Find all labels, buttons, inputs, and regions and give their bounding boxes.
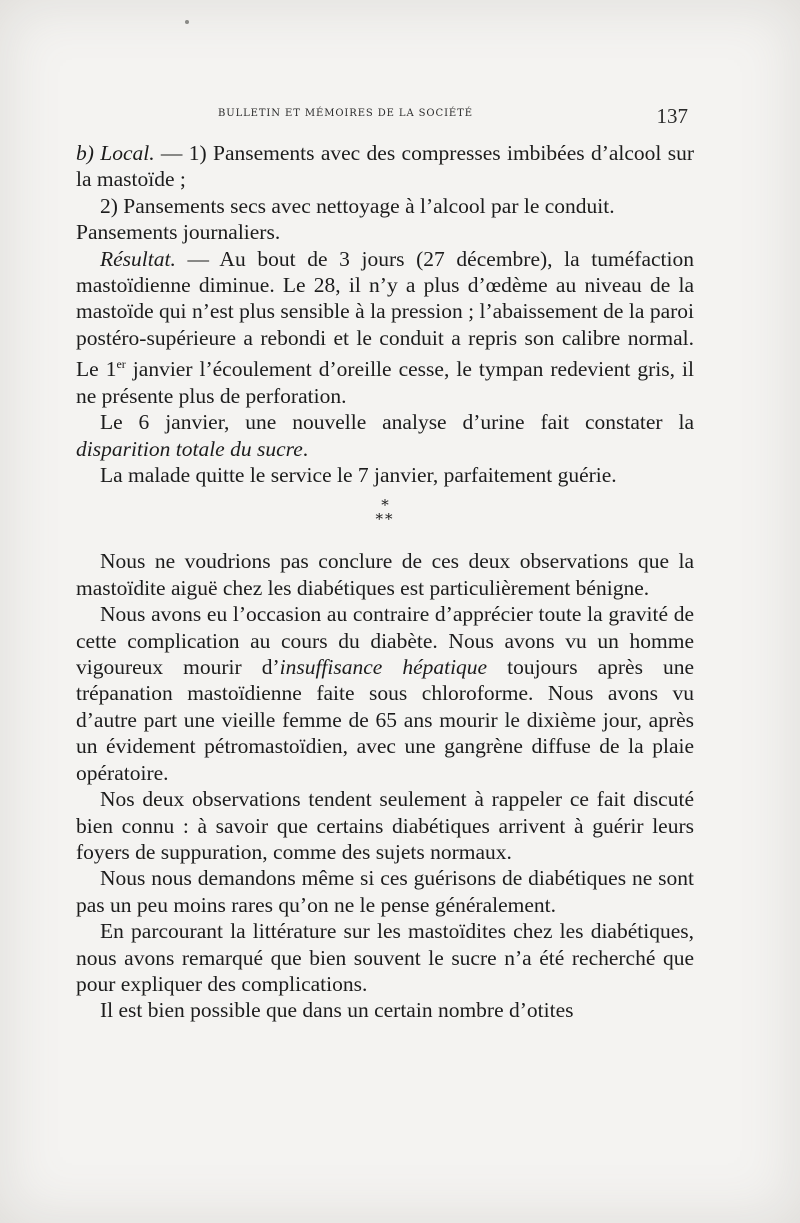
gravite-text-b: toujours après une trépanation mastoïdienne faite sous chloroforme. Nous avons vu d’autre part une vieille femme de 65 ans mourir le dixième jour, après un évidement pétromastoïdien, avec une gangrène diffuse de la plaie opératoire.	[76, 655, 694, 785]
paragraph-otites: Il est bien possible que dans un certain nombre d’otites	[100, 998, 574, 1023]
paragraph-local	[76, 140, 694, 193]
paragraph-observations: Nos deux observations tendent seulement à rappeler ce fait discuté bien connu : à savoir que certains diabétiques arrivent à guérir leurs foyers de suppuration, comme des sujets normaux.	[76, 787, 694, 864]
local-label: b) Local.	[76, 141, 155, 165]
asterism-separator	[76, 496, 694, 529]
resultat-label: Résultat.	[100, 246, 176, 271]
gravite-emphasis: insuffisance hépatique	[279, 655, 488, 680]
paragraph-conclusion: Nous ne voudrions pas conclure de ces deux observations que la mastoïdite aiguë chez les diabétiques est particulièrement bénigne.	[76, 549, 694, 600]
paragraph-gravite	[76, 601, 694, 786]
asterism-bottom: **	[375, 510, 395, 529]
paragraph-guerisons: Nous nous demandons même si ces guérisons de diabétiques ne sont pas un peu moins rares qu’on ne le pense généralement.	[76, 866, 694, 917]
analyse-text: Le 6 janvier, une nouvelle analyse d’urine fait constater la	[100, 410, 694, 435]
body-text	[76, 140, 694, 1024]
running-title: BULLETIN ET MÉMOIRES DE LA SOCIÉTÉ	[218, 108, 473, 119]
paragraph-litterature: En parcourant la littérature sur les mastoïdites chez les diabétiques, nous avons remarqué que bien souvent le sucre n’a été recherché que pour expliquer des complications.	[76, 919, 694, 996]
paragraph-sortie: La malade quitte le service le 7 janvier, parfaitement guérie.	[100, 463, 617, 488]
paragraph-resultat	[76, 246, 694, 410]
local-text: — 1) Pansements avec des compresses imbibées d’alcool sur la mastoïde ;	[76, 141, 694, 192]
analyse-emphasis: disparition totale du sucre	[76, 436, 303, 461]
resultat-text-a: — Au bout de 3 jours (27 décembre), la tuméfaction mastoïdienne diminue. Le 28, il n’y a plus d’œdème au niveau de la mastoïde qui n’est plus sensible à la pression ; l’abaissement de la paroi postéro-supérieure a rebondi et le conduit a repris son calibre normal. Le 1	[76, 246, 694, 382]
paragraph-journaliers: Pansements journaliers.	[76, 220, 281, 245]
ink-speck	[185, 20, 189, 24]
paragraph-analyse	[76, 409, 694, 462]
page-header	[218, 104, 688, 128]
analyse-end: .	[302, 436, 309, 461]
page-number: 137	[656, 104, 688, 128]
resultat-text-b: janvier l’écoulement d’oreille cesse, le tympan redevient gris, il ne présente plus de perforation.	[76, 357, 694, 408]
paragraph-pansements-secs: 2) Pansements secs avec nettoyage à l’alcool par le conduit.	[100, 193, 615, 218]
asterism-top: *	[381, 496, 389, 515]
resultat-superscript: er	[116, 357, 126, 372]
gravite-text-a: Nous avons eu l’occasion au contraire d’apprécier toute la gravité de cette complication au cours du diabète. Nous avons vu un homme vigoureux mourir d’	[76, 602, 694, 680]
